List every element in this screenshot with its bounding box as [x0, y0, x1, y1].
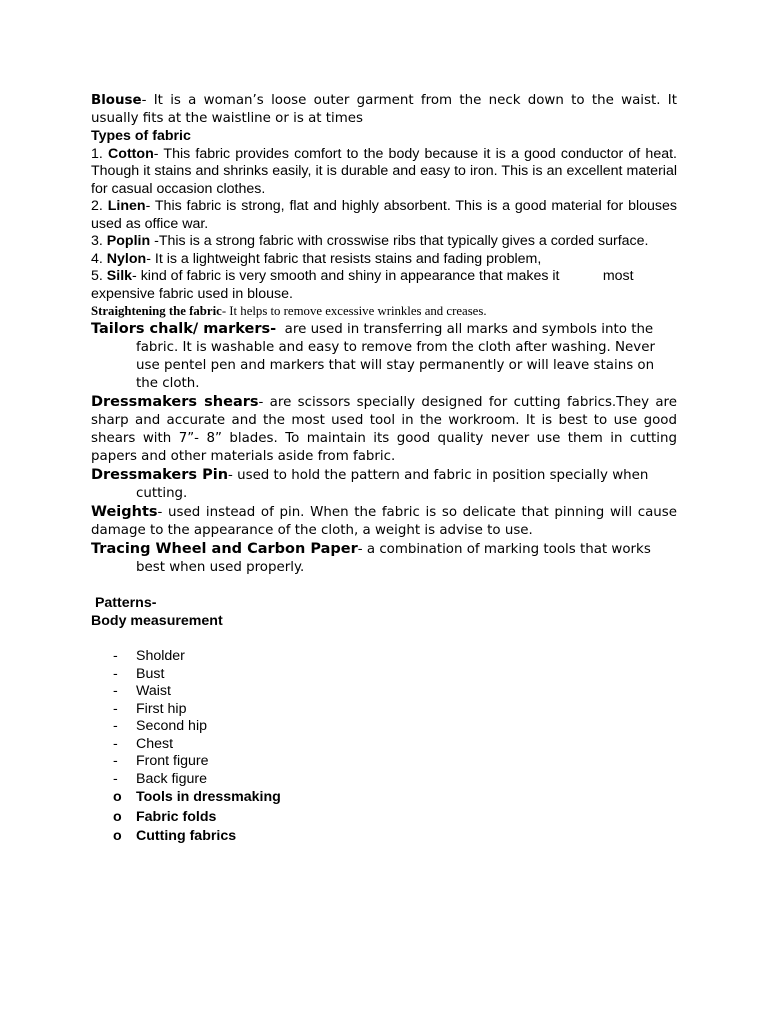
- tool-text: - used to hold the pattern and fabric in position specially when cutting.: [136, 468, 649, 501]
- fabric-term: Linen: [107, 198, 146, 214]
- fabric-term: Poplin: [106, 233, 151, 249]
- fabric-text: - This fabric provides comfort to the body because it is a good conductor of heat. Though it stains and shrinks easily, it is durable and easy to iron. This is an excellent material for casual occasion clothes.: [91, 145, 677, 197]
- straightening-term: Straightening the fabric: [91, 304, 222, 318]
- spacer: [91, 577, 677, 595]
- document-page: [91, 92, 677, 847]
- list-item: [91, 701, 677, 719]
- list-item: [91, 808, 677, 828]
- body-measurement-heading: Body measurement: [91, 612, 223, 629]
- list-item-label: Sholder: [136, 648, 185, 664]
- bullet-marker: o: [113, 789, 122, 805]
- fabric-poplin: [91, 233, 677, 251]
- list-item: [91, 827, 677, 847]
- fabric-silk: [91, 268, 677, 303]
- tool-tracing-wheel: [91, 540, 677, 577]
- dash-marker: -: [113, 648, 118, 664]
- list-item-label: Front figure: [136, 753, 209, 769]
- fabric-number: 2.: [91, 198, 103, 214]
- topic-list: [91, 788, 677, 847]
- list-item: [91, 648, 677, 666]
- tool-weights: [91, 503, 677, 540]
- straightening-the-fabric: [91, 303, 677, 320]
- list-item-label: Tools in dressmaking: [136, 789, 281, 805]
- dash-marker: -: [113, 700, 118, 717]
- list-item-label: Fabric folds: [136, 808, 217, 825]
- tool-dressmakers-shears: [91, 393, 677, 466]
- tool-text: - are scissors specially designed for cutting fabrics.They are sharp and accurate and the most used tool in the workroom. It is best to use good shears with 7”- 8” blades. To maintain its good quality never use them in cutting papers and other materials aside from fabric.: [91, 395, 677, 464]
- straightening-text: - It helps to remove excessive wrinkles and creases.: [221, 304, 487, 318]
- list-item: [91, 666, 677, 684]
- blouse-text: - It is a woman’s loose outer garment from the neck down to the waist. It usually fits at the waistline or is at times: [91, 93, 677, 126]
- list-item-label: Waist: [136, 683, 171, 699]
- fabric-number: 5.: [91, 268, 103, 284]
- dash-marker: -: [113, 683, 118, 699]
- tool-term: Tailors chalk/ markers-: [91, 321, 277, 337]
- types-of-fabric-heading: Types of fabric: [91, 128, 191, 144]
- spacer: [91, 630, 677, 648]
- tool-term: Tracing Wheel and Carbon Paper: [91, 541, 358, 557]
- patterns-heading: Patterns-: [91, 595, 157, 611]
- list-item: [91, 736, 677, 754]
- tool-tailors-chalk: [91, 320, 677, 393]
- fabric-text: - kind of fabric is very smooth and shiny in appearance that makes it most expensive fabric used in blouse.: [91, 268, 638, 302]
- tool-text: - used instead of pin. When the fabric is so delicate that pinning will cause damage to the appearance of the cloth, a weight is advise to use.: [91, 505, 677, 538]
- list-item: [91, 788, 677, 808]
- fabric-term: Silk: [106, 268, 133, 284]
- blouse-definition: [91, 92, 677, 128]
- tool-text: are used in transferring all marks and symbols into the fabric. It is washable and easy to remove from the cloth after washing. Never use pentel pen and markers that will stay permanently or will leave stains on the cloth.: [136, 322, 660, 391]
- dash-marker: -: [113, 770, 118, 787]
- list-item-label: Bust: [136, 665, 165, 682]
- measurement-list: [91, 648, 677, 788]
- fabric-term: Nylon: [106, 250, 147, 267]
- dash-marker: -: [113, 753, 118, 769]
- fabric-nylon: [91, 251, 677, 269]
- fabric-text: - It is a lightweight fabric that resists stains and fading problem,: [146, 250, 542, 267]
- list-item-label: Back figure: [136, 770, 207, 787]
- dash-marker: -: [113, 718, 118, 734]
- tool-term: Dressmakers Pin: [91, 467, 229, 483]
- fabric-text: - This fabric is strong, flat and highly absorbent. This is a good material for blouses used as office war.: [91, 198, 677, 232]
- list-item-label: Chest: [136, 735, 174, 752]
- fabric-term: Cotton: [108, 145, 154, 162]
- fabric-number: 3.: [91, 233, 103, 249]
- tool-term: Weights: [91, 504, 158, 520]
- list-item: [91, 771, 677, 789]
- blouse-term: Blouse: [91, 93, 142, 108]
- list-item: [91, 718, 677, 736]
- fabric-linen: [91, 198, 677, 233]
- tool-term: Dressmakers shears: [91, 394, 259, 410]
- fabric-cotton: [91, 146, 677, 199]
- list-item-label: First hip: [136, 700, 187, 717]
- bullet-marker: o: [113, 828, 122, 844]
- list-item-label: Cutting fabrics: [136, 828, 237, 844]
- fabric-number: 4.: [91, 250, 103, 267]
- tool-text: - a combination of marking tools that works best when used properly.: [136, 542, 651, 575]
- dash-marker: -: [113, 735, 118, 752]
- fabric-text: -This is a strong fabric with crosswise ribs that typically gives a corded surface.: [150, 233, 649, 249]
- fabric-number: 1.: [91, 145, 103, 162]
- tool-dressmakers-pin: [91, 466, 677, 503]
- list-item: [91, 683, 677, 701]
- dash-marker: -: [113, 665, 118, 682]
- list-item-label: Second hip: [136, 718, 207, 734]
- list-item: [91, 753, 677, 771]
- bullet-marker: o: [113, 808, 122, 825]
